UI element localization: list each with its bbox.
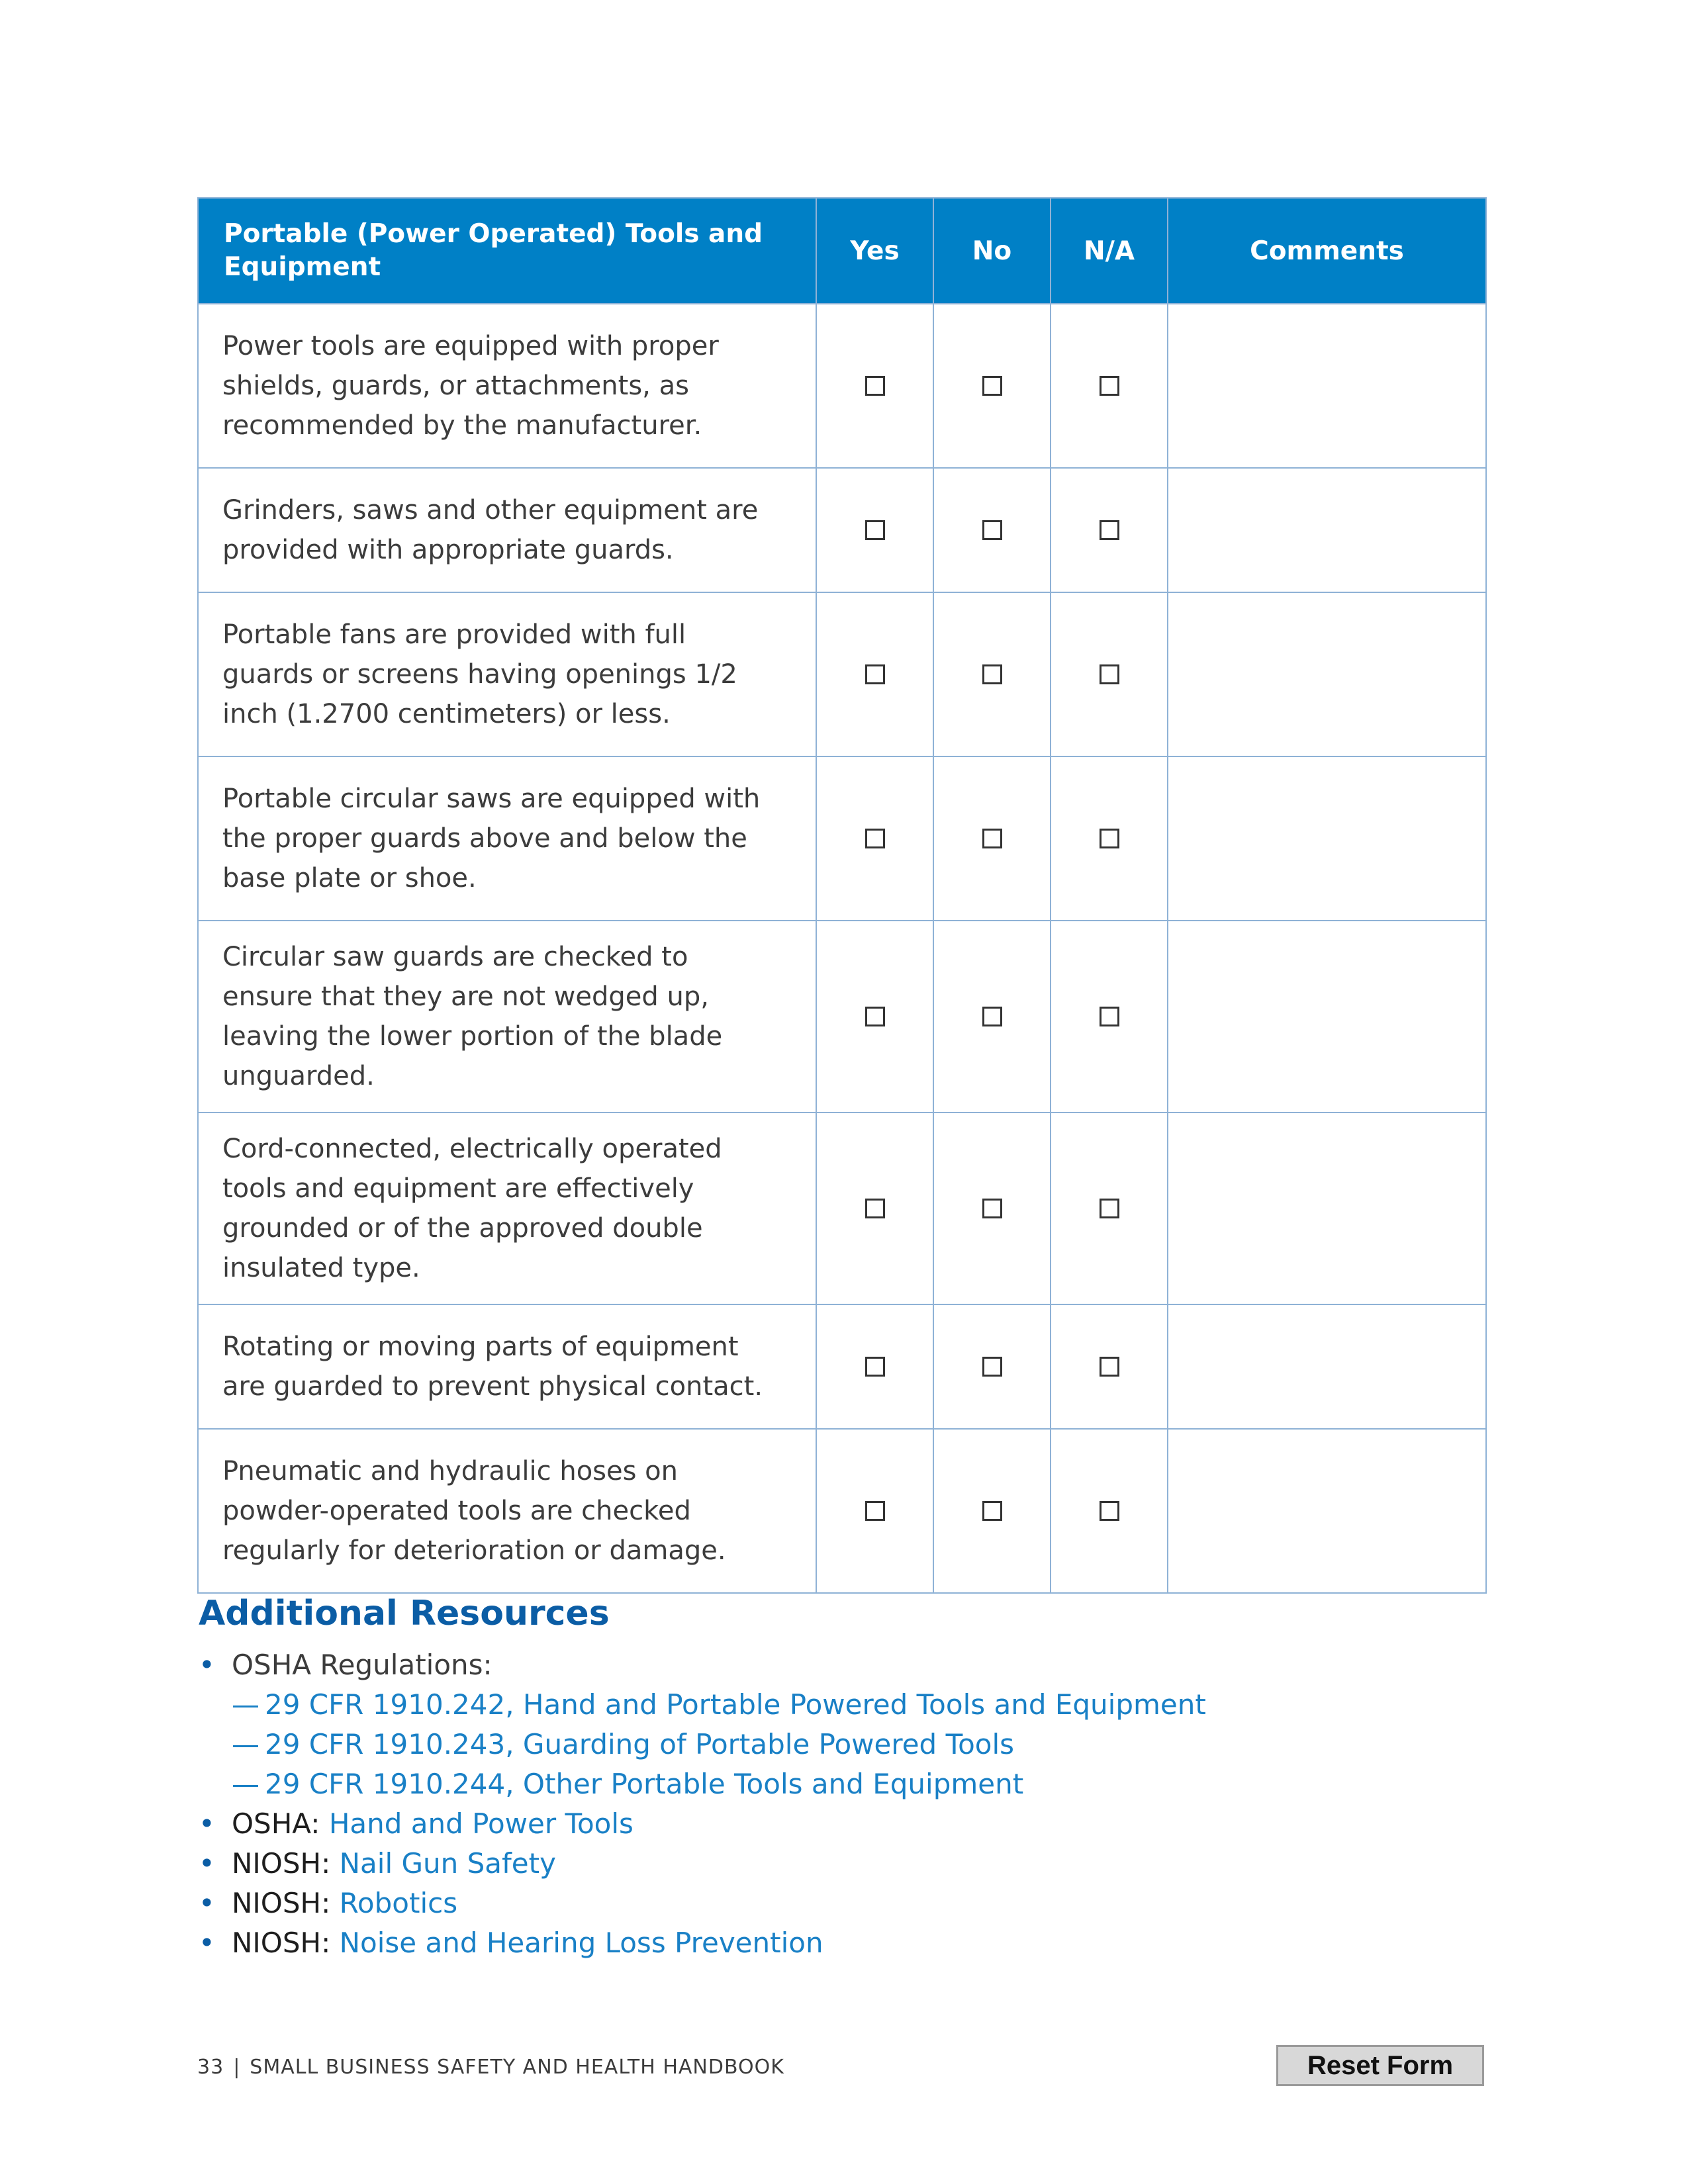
yes-cell xyxy=(816,1429,933,1593)
na-cell xyxy=(1051,756,1168,921)
no-checkbox[interactable] xyxy=(982,520,1002,540)
comments-field[interactable] xyxy=(1168,1304,1486,1429)
page-number: 33 xyxy=(197,2056,224,2079)
na-cell xyxy=(1051,1304,1168,1429)
no-cell xyxy=(933,1429,1051,1593)
checklist-row xyxy=(198,1429,1486,1593)
footer-title: SMALL BUSINESS SAFETY AND HEALTH HANDBOOK xyxy=(250,2056,784,2079)
na-cell xyxy=(1051,921,1168,1113)
header-na: N/A xyxy=(1051,198,1168,304)
no-cell xyxy=(933,1113,1051,1304)
comments-field[interactable] xyxy=(1168,921,1486,1113)
no-checkbox[interactable] xyxy=(982,1007,1002,1026)
bullet-icon: • xyxy=(199,1807,215,1840)
no-cell xyxy=(933,1304,1051,1429)
checklist-header-row xyxy=(198,198,1486,304)
item-text: Rotating or moving parts of equipment are guarded to prevent physical contact. xyxy=(198,1304,816,1429)
dash-icon: — xyxy=(232,1768,259,1800)
yes-cell xyxy=(816,468,933,592)
item-text: Cord-connected, electrically operated tools and equipment are effectively grounded or of the approved double insulated type. xyxy=(198,1113,816,1304)
yes-cell xyxy=(816,1113,933,1304)
regulation-link[interactable]: 29 CFR 1910.244, Other Portable Tools and Equipment xyxy=(265,1768,1024,1800)
dash-icon: — xyxy=(232,1728,259,1760)
yes-cell xyxy=(816,756,933,921)
yes-checkbox[interactable] xyxy=(865,1501,885,1521)
na-checkbox[interactable] xyxy=(1100,1501,1119,1521)
no-checkbox[interactable] xyxy=(982,1501,1002,1521)
checklist-row xyxy=(198,468,1486,592)
resources-list xyxy=(199,1645,1456,1963)
comments-field[interactable] xyxy=(1168,468,1486,592)
header-no: No xyxy=(933,198,1051,304)
header-comments: Comments xyxy=(1168,198,1486,304)
item-text: Portable fans are provided with full guards or screens having openings 1/2 inch (1.2700 centimeters) or less. xyxy=(198,592,816,756)
bullet-icon: • xyxy=(199,1649,215,1681)
yes-checkbox[interactable] xyxy=(865,520,885,540)
resource-link[interactable]: Noise and Hearing Loss Prevention xyxy=(339,1927,823,1959)
list-item xyxy=(199,1844,1456,1884)
bullet-icon: • xyxy=(199,1847,215,1880)
no-cell xyxy=(933,468,1051,592)
regulation-link[interactable]: 29 CFR 1910.242, Hand and Portable Powered Tools and Equipment xyxy=(265,1688,1206,1721)
na-checkbox[interactable] xyxy=(1100,376,1119,396)
reset-form-button[interactable]: Reset Form xyxy=(1276,2045,1484,2086)
no-checkbox[interactable] xyxy=(982,829,1002,848)
checklist-row xyxy=(198,1304,1486,1429)
resources-heading: Additional Resources xyxy=(199,1594,610,1633)
na-cell xyxy=(1051,1113,1168,1304)
yes-checkbox[interactable] xyxy=(865,1357,885,1377)
item-text: Pneumatic and hydraulic hoses on powder-operated tools are checked regularly for deterioration or damage. xyxy=(198,1429,816,1593)
regulation-link[interactable]: 29 CFR 1910.243, Guarding of Portable Powered Tools xyxy=(265,1728,1015,1760)
yes-cell xyxy=(816,592,933,756)
header-item xyxy=(198,198,816,304)
header-yes: Yes xyxy=(816,198,933,304)
regulation-item xyxy=(232,1764,1456,1804)
resource-source: NIOSH: xyxy=(232,1927,331,1959)
na-cell xyxy=(1051,592,1168,756)
regulation-item xyxy=(232,1725,1456,1764)
comments-field[interactable] xyxy=(1168,1429,1486,1593)
comments-field[interactable] xyxy=(1168,592,1486,756)
no-cell xyxy=(933,304,1051,468)
bullet-icon: • xyxy=(199,1887,215,1919)
checklist-row xyxy=(198,921,1486,1113)
checklist-row xyxy=(198,756,1486,921)
comments-field[interactable] xyxy=(1168,304,1486,468)
osha-regulations-label: OSHA Regulations: xyxy=(232,1649,492,1681)
item-text: Grinders, saws and other equipment are provided with appropriate guards. xyxy=(198,468,816,592)
yes-cell xyxy=(816,921,933,1113)
resource-link[interactable]: Hand and Power Tools xyxy=(328,1807,633,1840)
na-checkbox[interactable] xyxy=(1100,829,1119,848)
no-cell xyxy=(933,592,1051,756)
resource-link[interactable]: Nail Gun Safety xyxy=(339,1847,556,1880)
item-text: Portable circular saws are equipped with the proper guards above and below the base plate or shoe. xyxy=(198,756,816,921)
comments-field[interactable] xyxy=(1168,756,1486,921)
item-text: Circular saw guards are checked to ensure that they are not wedged up, leaving the lower portion of the blade unguarded. xyxy=(198,921,816,1113)
resource-link[interactable]: Robotics xyxy=(339,1887,458,1919)
bullet-icon: • xyxy=(199,1927,215,1959)
list-item xyxy=(199,1884,1456,1923)
na-cell xyxy=(1051,468,1168,592)
no-checkbox[interactable] xyxy=(982,1199,1002,1218)
yes-checkbox[interactable] xyxy=(865,664,885,684)
checklist-row xyxy=(198,1113,1486,1304)
no-checkbox[interactable] xyxy=(982,376,1002,396)
resource-source: NIOSH: xyxy=(232,1887,331,1919)
yes-checkbox[interactable] xyxy=(865,1199,885,1218)
yes-checkbox[interactable] xyxy=(865,829,885,848)
yes-checkbox[interactable] xyxy=(865,1007,885,1026)
no-checkbox[interactable] xyxy=(982,1357,1002,1377)
resource-source: OSHA: xyxy=(232,1807,320,1840)
additional-resources xyxy=(199,1588,1456,1963)
yes-cell xyxy=(816,304,933,468)
na-checkbox[interactable] xyxy=(1100,520,1119,540)
na-checkbox[interactable] xyxy=(1100,1357,1119,1377)
regulations-list xyxy=(232,1685,1456,1804)
no-cell xyxy=(933,756,1051,921)
na-checkbox[interactable] xyxy=(1100,1007,1119,1026)
na-cell xyxy=(1051,1429,1168,1593)
item-text: Power tools are equipped with proper shields, guards, or attachments, as recommended by the manufacturer. xyxy=(198,304,816,468)
list-item xyxy=(199,1804,1456,1844)
checklist-row xyxy=(198,592,1486,756)
header-item-label: Portable (Power Operated) Tools and Equipment xyxy=(224,219,763,282)
na-checkbox[interactable] xyxy=(1100,1199,1119,1218)
regulation-item xyxy=(232,1685,1456,1725)
comments-field[interactable] xyxy=(1168,1113,1486,1304)
checklist-row xyxy=(198,304,1486,468)
no-checkbox[interactable] xyxy=(982,664,1002,684)
no-cell xyxy=(933,921,1051,1113)
list-item xyxy=(199,1645,1456,1804)
page-footer xyxy=(197,2056,784,2079)
na-cell xyxy=(1051,304,1168,468)
checklist-table xyxy=(197,197,1487,1594)
na-checkbox[interactable] xyxy=(1100,664,1119,684)
footer-separator: | xyxy=(233,2056,241,2079)
resource-source: NIOSH: xyxy=(232,1847,331,1880)
yes-checkbox[interactable] xyxy=(865,376,885,396)
list-item xyxy=(199,1923,1456,1963)
dash-icon: — xyxy=(232,1688,259,1721)
yes-cell xyxy=(816,1304,933,1429)
